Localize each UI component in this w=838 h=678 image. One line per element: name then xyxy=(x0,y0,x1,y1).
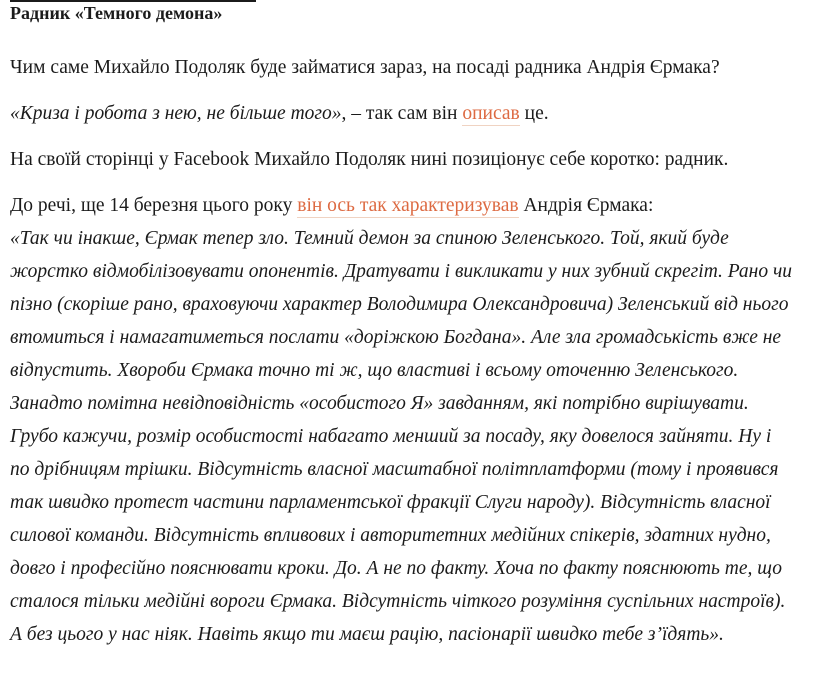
long-quote-italic: «Так чи інакше, Єрмак тепер зло. Темний демон за спиною Зеленського. Той, який буде жорстко відмобілізовувати опонентів. Дратувати і викликати у них зубний скрегіт. Рано чи пізно (скоріше рано, враховуючи характер Володимира Олександровича) Зеленський від нього втомиться і намагатиметься послати «доріжкою Богдана». Але зла громадськість вже не відпустить. Хвороби Єрмака точно ті ж, що властиві і всьому оточенню Зеленського. Занадто помітна невідповідність «особистого Я» завданням, які потрібно вирішувати. Грубо кажучи, розмір особистості набагато менший за посаду, яку довелося зайняти. Ну і по дрібницям трішки. Відсутність власної масштабної політплатформи (тому і проявився так швидко протест частини парламентської фракції Слуги народу). Відсутність власної силової команди. Відсутність впливових і авторитетних медійних спікерів, здатних нудно, довго і професійно пояснювати кроки. До. А не по факту. Хоча по факту пояснюють те, що сталося тільки медійні вороги Єрмака. Відсутність чіткого розуміння суспільних настроїв). А без цього у нас ніяк. Навіть якщо ти маєш рацію, пасіонарії швидко тебе з’їдять». xyxy=(10,228,793,645)
short-quote-italic: «Криза і робота з нею, не більше того» xyxy=(10,103,342,124)
link-characterization[interactable]: він ось так характеризував xyxy=(297,195,519,216)
paragraph-characterization xyxy=(10,189,794,651)
paragraph-facebook xyxy=(10,143,794,176)
characterization-tail: Андрія Єрмака: xyxy=(518,195,654,216)
paragraph-intro-text: Чим саме Михайло Подоляк буде займатися зараз, на посаді радника Андрія Єрмака? xyxy=(10,57,720,78)
top-divider xyxy=(10,0,256,2)
paragraph-short-quote xyxy=(10,97,794,130)
short-quote-middle: , – так сам він xyxy=(341,103,463,124)
section-heading: Радник «Темного демона» xyxy=(10,3,223,23)
paragraph-intro xyxy=(10,51,794,84)
link-opysav[interactable]: описав xyxy=(462,103,520,124)
paragraph-facebook-text: На своїй сторінці у Facebook Михайло Подоляк нині позиціонує себе коротко: радник. xyxy=(10,149,729,170)
characterization-lead: До речі, ще 14 березня цього року xyxy=(10,195,298,216)
short-quote-tail: це. xyxy=(519,103,549,124)
